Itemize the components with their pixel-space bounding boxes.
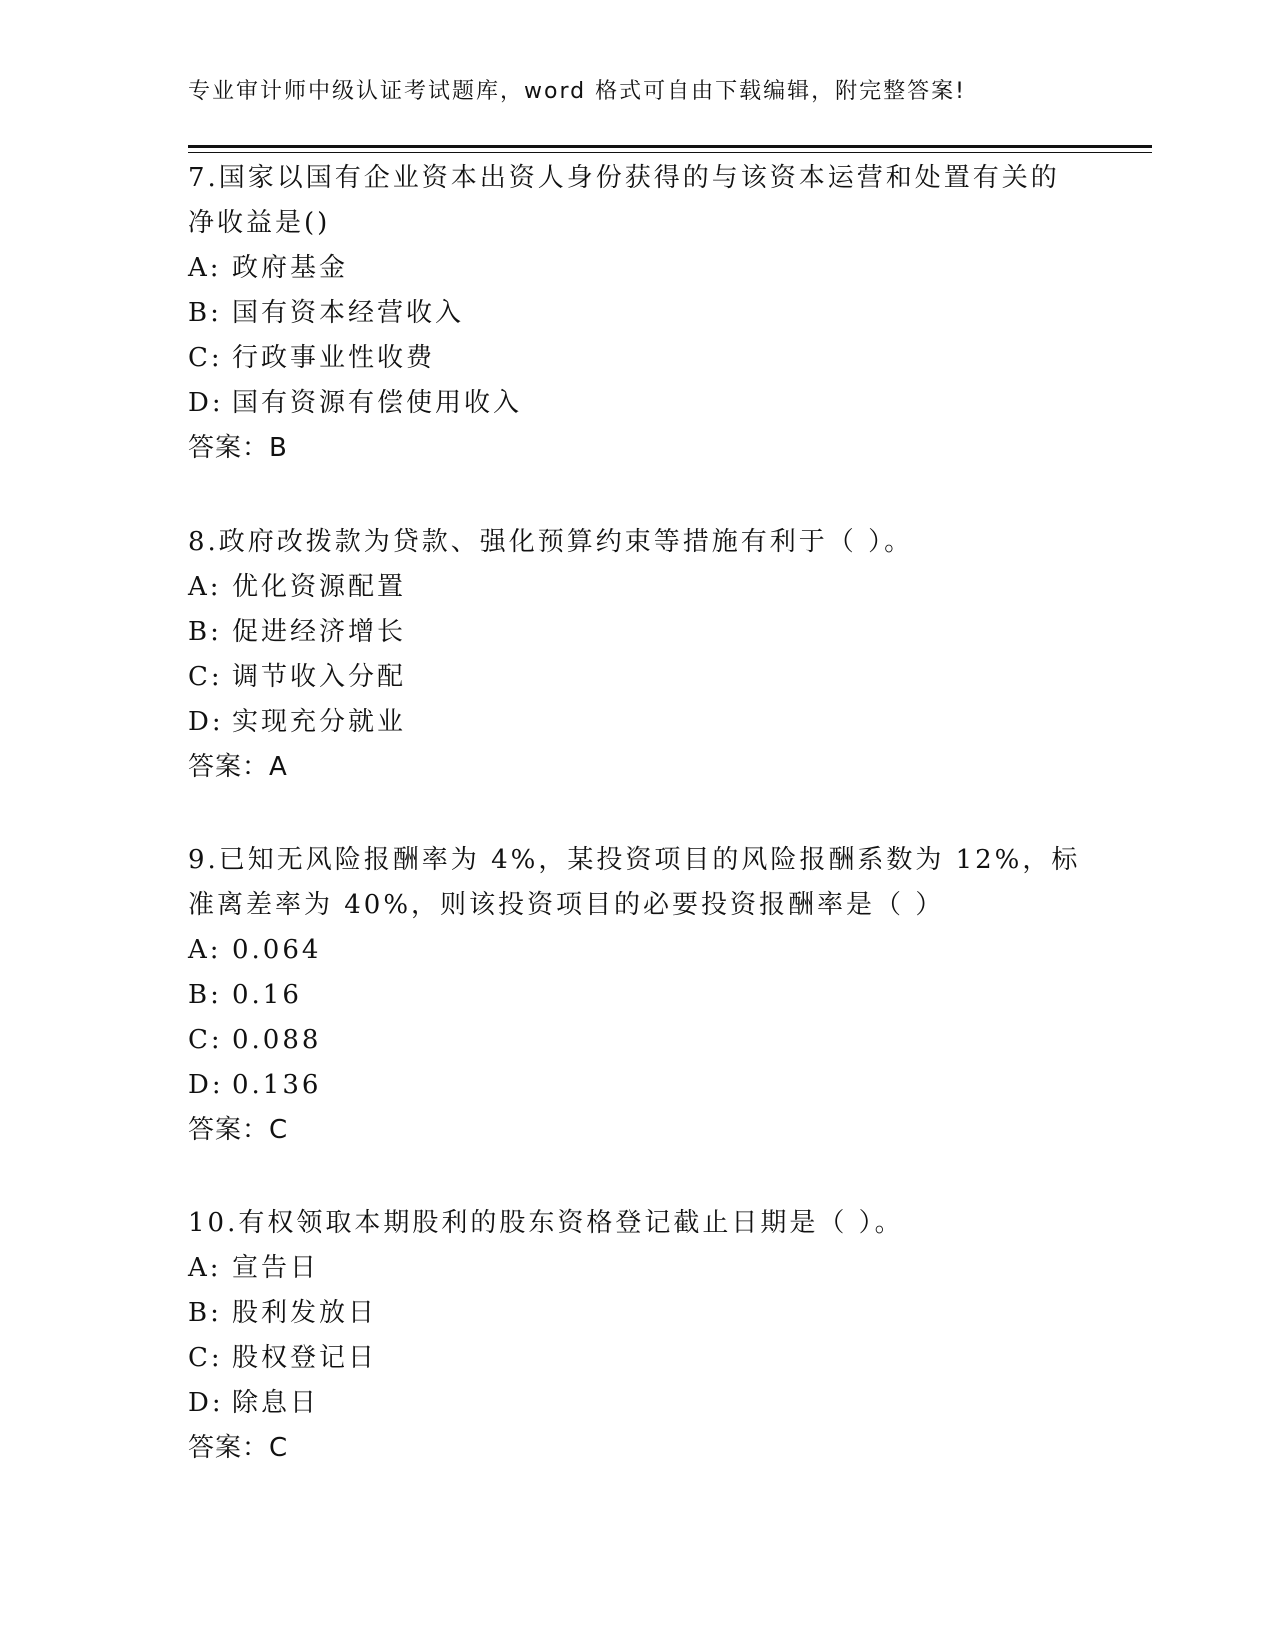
option-text: 除息日 xyxy=(232,1388,320,1418)
question-10 xyxy=(188,1201,1088,1471)
answer-label: 答案： xyxy=(188,752,270,782)
option-b xyxy=(188,973,1088,1018)
option-text: 政府基金 xyxy=(232,253,349,283)
option-text: 0.064 xyxy=(232,935,322,965)
option-text: 0.136 xyxy=(232,1070,322,1100)
option-key: B: xyxy=(188,1298,222,1328)
question-8 xyxy=(188,520,1088,790)
option-key: C: xyxy=(188,1343,223,1373)
option-key: A: xyxy=(188,935,222,965)
option-key: A: xyxy=(188,1253,222,1283)
option-d xyxy=(188,1381,1088,1426)
option-text: 国有资本经营收入 xyxy=(232,298,465,328)
option-a xyxy=(188,246,1088,291)
page-header: 专业审计师中级认证考试题库，word 格式可自由下载编辑，附完整答案! xyxy=(188,79,966,104)
answer-line xyxy=(188,1426,1088,1471)
option-key: B: xyxy=(188,298,222,328)
option-text: 实现充分就业 xyxy=(232,707,407,737)
option-key: C: xyxy=(188,343,223,373)
option-a xyxy=(188,1246,1088,1291)
option-text: 股利发放日 xyxy=(232,1298,378,1328)
answer-value: C xyxy=(269,1433,289,1463)
option-text: 国有资源有偿使用收入 xyxy=(232,388,523,418)
option-d xyxy=(188,381,1088,426)
option-text: 0.088 xyxy=(232,1025,322,1055)
answer-label: 答案： xyxy=(188,1115,270,1145)
answer-label: 答案： xyxy=(188,1433,270,1463)
question-7 xyxy=(188,156,1088,471)
option-key: D: xyxy=(188,707,224,737)
question-9 xyxy=(188,838,1088,1153)
option-key: D: xyxy=(188,1388,224,1418)
answer-line xyxy=(188,1108,1088,1153)
option-text: 行政事业性收费 xyxy=(232,343,436,373)
option-d xyxy=(188,700,1088,745)
option-key: B: xyxy=(188,617,222,647)
option-key: D: xyxy=(188,388,224,418)
question-text: 9.已知无风险报酬率为 4%，某投资项目的风险报酬系数为 12%，标准离差率为 40%，则该投资项目的必要投资报酬率是（ ） xyxy=(188,845,1081,920)
option-key: B: xyxy=(188,980,222,1010)
question-text: 7.国家以国有企业资本出资人身份获得的与该资本运营和处置有关的净收益是() xyxy=(188,163,1060,238)
answer-value: B xyxy=(269,433,288,463)
header-rule-thin xyxy=(188,152,1152,153)
option-text: 促进经济增长 xyxy=(232,617,407,647)
option-text: 优化资源配置 xyxy=(232,572,407,602)
option-key: A: xyxy=(188,572,222,602)
option-text: 调节收入分配 xyxy=(232,662,407,692)
option-c xyxy=(188,1018,1088,1063)
option-key: C: xyxy=(188,662,223,692)
option-text: 股权登记日 xyxy=(232,1343,378,1373)
question-text: 8.政府改拨款为贷款、强化预算约束等措施有利于（ ）。 xyxy=(188,527,914,557)
answer-line xyxy=(188,426,1088,471)
option-text: 宣告日 xyxy=(232,1253,320,1283)
answer-label: 答案： xyxy=(188,433,270,463)
option-a xyxy=(188,565,1088,610)
option-key: A: xyxy=(188,253,222,283)
answer-value: C xyxy=(269,1115,289,1145)
option-b xyxy=(188,610,1088,655)
answer-line xyxy=(188,745,1088,790)
option-d xyxy=(188,1063,1088,1108)
option-c xyxy=(188,1336,1088,1381)
option-c xyxy=(188,655,1088,700)
answer-value: A xyxy=(269,752,288,782)
option-b xyxy=(188,291,1088,336)
option-a xyxy=(188,928,1088,973)
option-text: 0.16 xyxy=(232,980,302,1010)
option-c xyxy=(188,336,1088,381)
question-text: 10.有权领取本期股利的股东资格登记截止日期是（ ）。 xyxy=(188,1208,904,1238)
header-rule-thick xyxy=(188,145,1152,148)
option-key: C: xyxy=(188,1025,223,1055)
option-key: D: xyxy=(188,1070,224,1100)
option-b xyxy=(188,1291,1088,1336)
